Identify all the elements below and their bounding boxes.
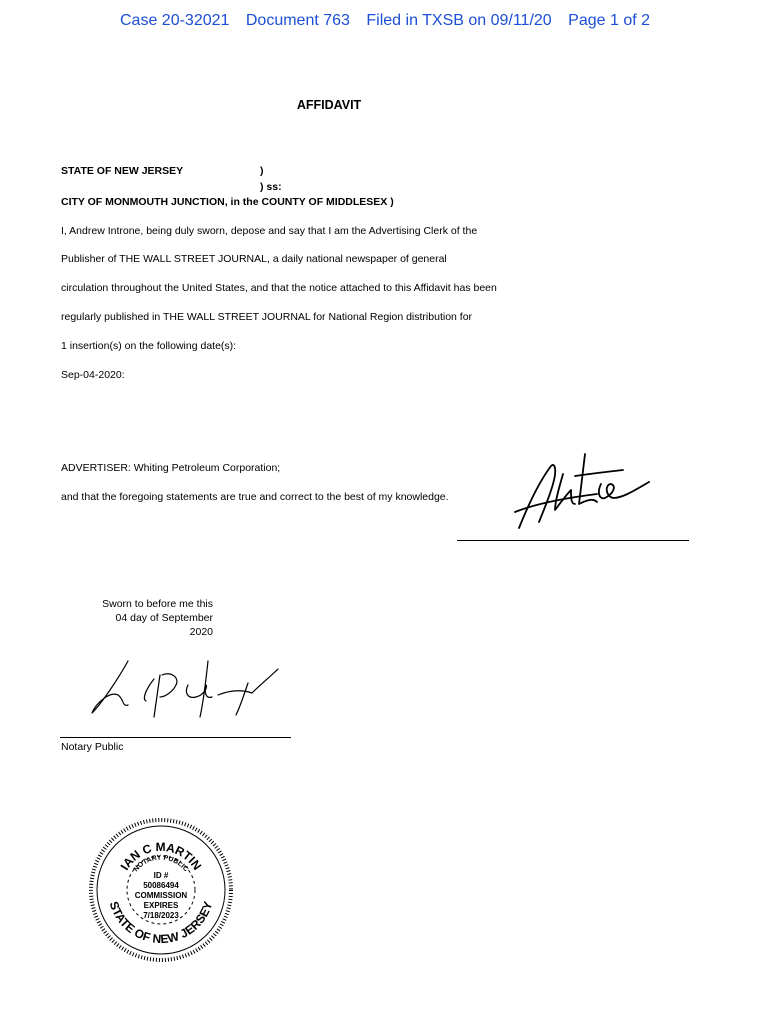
venue-paren: ) [260, 165, 264, 177]
seal-title: NOTARY PUBLIC [132, 854, 190, 874]
sworn-block [60, 597, 213, 639]
notary-label: Notary Public [61, 741, 124, 753]
seal-expires: EXPIRES [143, 901, 179, 910]
seal-commission: COMMISSION [134, 891, 188, 900]
publication-date: Sep-04-2020: [61, 369, 125, 381]
seal-state: STATE OF NEW JERSEY [106, 899, 216, 947]
sworn-line-3: 2020 [189, 626, 213, 638]
body-line-4: regularly published in THE WALL STREET JOURNAL for National Region distribution for [61, 311, 473, 323]
seal-id-label: ID # [153, 871, 169, 880]
venue-city: CITY OF MONMOUTH JUNCTION, in the COUNTY OF MIDDLESEX ) [61, 196, 394, 208]
notary-signature-line [60, 737, 291, 738]
document-number: Document 763 [245, 12, 350, 29]
affiant-signature [505, 440, 665, 540]
body-line-5: 1 insertion(s) on the following date(s): [61, 340, 237, 352]
seal-id-number: 50086494 [143, 881, 179, 890]
affiant-signature-line [457, 540, 689, 541]
seal-expiry-date: 7/18/2023 [143, 911, 179, 920]
sworn-line-1: Sworn to before me this [102, 598, 213, 610]
seal-name: IAN C MARTIN [117, 839, 205, 873]
venue-ss: ) ss: [260, 181, 282, 193]
body-line-1: I, Andrew Introne, being duly sworn, depose and say that I am the Advertising Clerk of the [61, 225, 478, 237]
case-number: Case 20-32021 [120, 12, 230, 29]
filed-stamp: Filed in TXSB on 09/11/20 [366, 12, 552, 29]
sworn-line-2: 04 day of September [115, 612, 213, 624]
notary-signature [88, 655, 288, 735]
advertiser-line: ADVERTISER: Whiting Petroleum Corporation; [61, 462, 281, 474]
filing-header [0, 12, 770, 30]
venue-state: STATE OF NEW JERSEY [61, 165, 184, 177]
notary-seal [86, 815, 236, 965]
body-line-3: circulation throughout the United States, and that the notice attached to this Affidavit has been [61, 282, 497, 294]
page-number: Page 1 of 2 [568, 12, 650, 29]
closing-statement: and that the foregoing statements are true and correct to the best of my knowledge. [61, 491, 449, 503]
body-line-2: Publisher of THE WALL STREET JOURNAL, a daily national newspaper of general [61, 253, 447, 265]
page-title: AFFIDAVIT [296, 98, 362, 112]
